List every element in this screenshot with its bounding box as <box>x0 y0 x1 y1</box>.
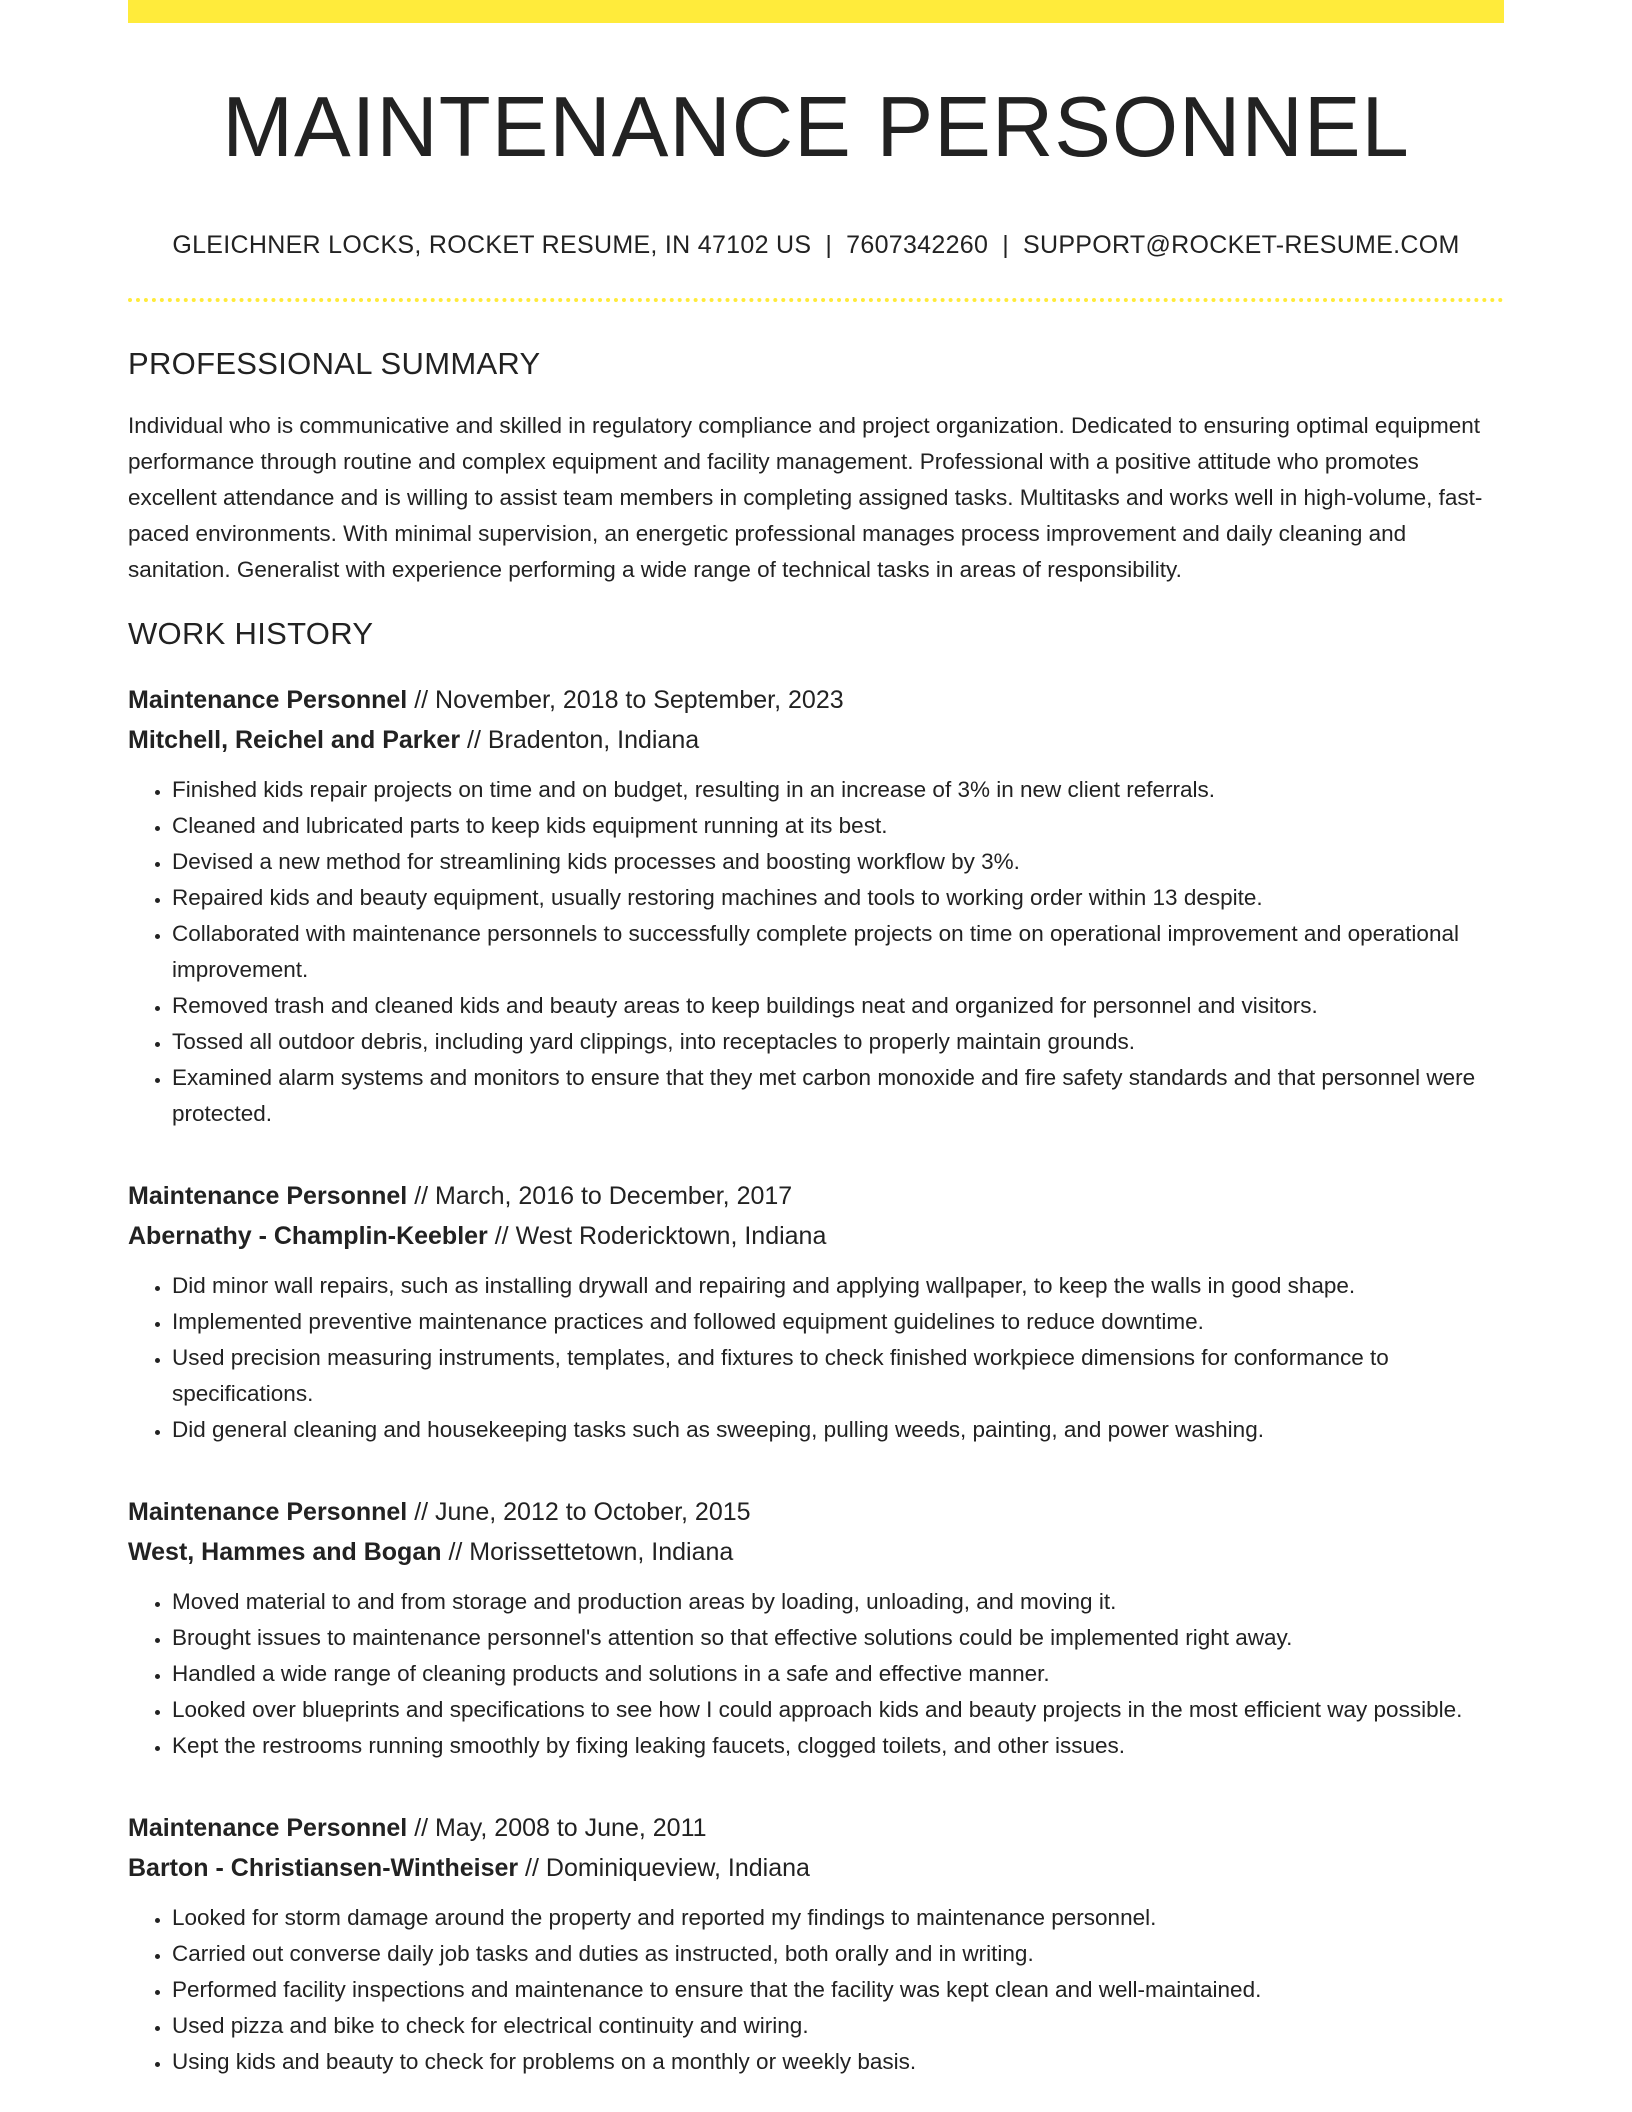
job-position: Maintenance Personnel <box>128 685 408 714</box>
list-item: • Brought issues to maintenance personnel's attention so that effective solutions could be implemented right away. <box>172 1620 1504 1656</box>
job-company: West, Hammes and Bogan <box>128 1537 442 1566</box>
list-item: • Collaborated with maintenance personnels to successfully complete projects on time on operational improvement and operational improvement. <box>172 916 1504 988</box>
job-dates: // November, 2018 to September, 2023 <box>407 685 844 714</box>
job-title-line <box>128 1808 1504 1848</box>
job-bullet-list <box>128 1268 1504 1448</box>
job-dates: // May, 2008 to June, 2011 <box>407 1813 707 1842</box>
job-company: Barton - Christiansen-Wintheiser <box>128 1853 519 1882</box>
job-title-line <box>128 680 1504 720</box>
list-item: • Tossed all outdoor debris, including yard clippings, into receptacles to properly maintain grounds. <box>172 1024 1504 1060</box>
work-history-list <box>128 680 1504 2080</box>
job-company-line <box>128 720 1504 760</box>
list-item: • Examined alarm systems and monitors to ensure that they met carbon monoxide and fire safety standards and that personnel were protected. <box>172 1060 1504 1132</box>
list-item: • Used pizza and bike to check for electrical continuity and wiring. <box>172 2008 1504 2044</box>
job-company-line <box>128 1532 1504 1572</box>
job-location: // Morissettetown, Indiana <box>441 1537 734 1566</box>
list-item: • Performed facility inspections and maintenance to ensure that the facility was kept clean and well-maintained. <box>172 1972 1504 2008</box>
work-history-heading: WORK HISTORY <box>128 615 374 651</box>
contact-line <box>128 231 1504 260</box>
contact-email: SUPPORT@ROCKET-RESUME.COM <box>1023 230 1460 259</box>
job-entry <box>128 1492 1504 1764</box>
job-location: // Dominiqueview, Indiana <box>518 1853 810 1882</box>
list-item: • Looked over blueprints and specifications to see how I could approach kids and beauty projects in the most efficient way possible. <box>172 1692 1504 1728</box>
job-bullet-list <box>128 1584 1504 1764</box>
list-item: • Implemented preventive maintenance practices and followed equipment guidelines to reduce downtime. <box>172 1304 1504 1340</box>
job-location: // West Rodericktown, Indiana <box>487 1221 827 1250</box>
list-item: • Looked for storm damage around the property and reported my findings to maintenance personnel. <box>172 1900 1504 1936</box>
resume-page <box>128 0 1504 2080</box>
page-title: MAINTENANCE PERSONNEL <box>222 80 1410 175</box>
job-position: Maintenance Personnel <box>128 1813 408 1842</box>
list-item: • Cleaned and lubricated parts to keep kids equipment running at its best. <box>172 808 1504 844</box>
list-item: • Devised a new method for streamlining kids processes and boosting workflow by 3%. <box>172 844 1504 880</box>
job-entry <box>128 680 1504 1132</box>
contact-phone: 7607342260 <box>846 230 989 259</box>
job-company-line <box>128 1216 1504 1256</box>
list-item: • Carried out converse daily job tasks and duties as instructed, both orally and in writing. <box>172 1936 1504 1972</box>
contact-separator: | <box>1002 230 1009 259</box>
list-item: • Removed trash and cleaned kids and beauty areas to keep buildings neat and organized for personnel and visitors. <box>172 988 1504 1024</box>
list-item: • Finished kids repair projects on time and on budget, resulting in an increase of 3% in new client referrals. <box>172 772 1504 808</box>
job-company: Abernathy - Champlin-Keebler <box>128 1221 488 1250</box>
job-company: Mitchell, Reichel and Parker <box>128 725 461 754</box>
contact-separator: | <box>825 230 833 259</box>
job-bullet-list <box>128 1900 1504 2080</box>
job-location: // Bradenton, Indiana <box>460 725 700 754</box>
list-item: • Using kids and beauty to check for problems on a monthly or weekly basis. <box>172 2044 1504 2080</box>
dotted-divider <box>128 298 1504 302</box>
accent-bar <box>128 0 1504 23</box>
contact-address: GLEICHNER LOCKS, ROCKET RESUME, IN 47102 US <box>172 230 812 259</box>
list-item: • Used precision measuring instruments, templates, and fixtures to check finished workpiece dimensions for conformance to specifications. <box>172 1340 1504 1412</box>
list-item: • Did minor wall repairs, such as installing drywall and repairing and applying wallpaper, to keep the walls in good shape. <box>172 1268 1504 1304</box>
list-item: • Moved material to and from storage and production areas by loading, unloading, and moving it. <box>172 1584 1504 1620</box>
summary-heading: PROFESSIONAL SUMMARY <box>128 345 541 381</box>
job-title-line <box>128 1176 1504 1216</box>
job-bullet-list <box>128 772 1504 1132</box>
summary-text: Individual who is communicative and skilled in regulatory compliance and project organization. Dedicated to ensuring optimal equipment performance through routine and complex equipment and facility management. Professional with a positive attitude who promotes excellent attendance and is willing to assist team members in completing assigned tasks. Multitasks and works well in high-volume, fast-paced environments. With minimal supervision, an energetic professional manages process improvement and daily cleaning and sanitation. Generalist with experience performing a wide range of technical tasks in areas of responsibility. <box>128 412 1483 582</box>
job-title-line <box>128 1492 1504 1532</box>
list-item: • Did general cleaning and housekeeping tasks such as sweeping, pulling weeds, painting, and power washing. <box>172 1412 1504 1448</box>
job-dates: // June, 2012 to October, 2015 <box>407 1497 751 1526</box>
job-company-line <box>128 1848 1504 1888</box>
job-position: Maintenance Personnel <box>128 1181 408 1210</box>
list-item: • Repaired kids and beauty equipment, usually restoring machines and tools to working order within 13 despite. <box>172 880 1504 916</box>
job-entry <box>128 1808 1504 2080</box>
list-item: • Kept the restrooms running smoothly by fixing leaking faucets, clogged toilets, and other issues. <box>172 1728 1504 1764</box>
list-item: • Handled a wide range of cleaning products and solutions in a safe and effective manner. <box>172 1656 1504 1692</box>
job-dates: // March, 2016 to December, 2017 <box>407 1181 793 1210</box>
job-entry <box>128 1176 1504 1448</box>
job-position: Maintenance Personnel <box>128 1497 408 1526</box>
